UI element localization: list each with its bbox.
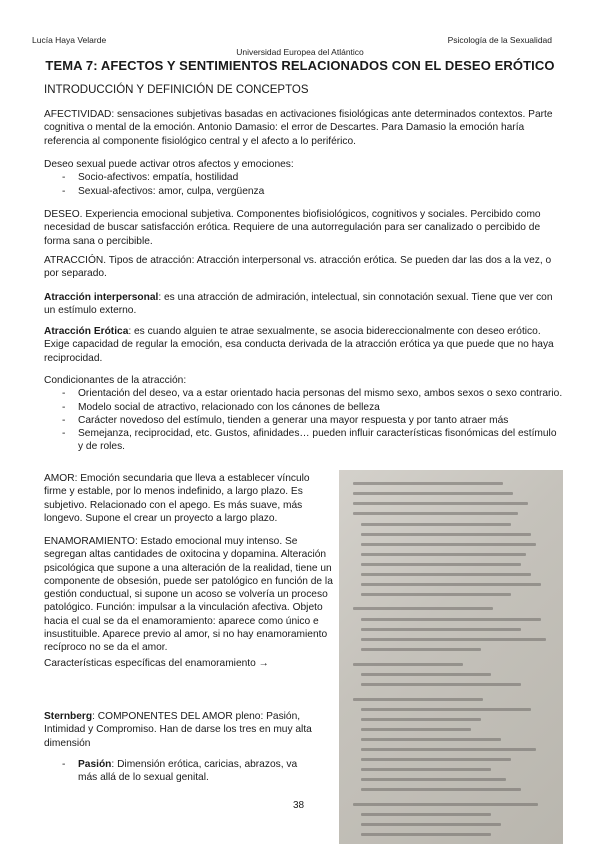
interpersonal-paragraph xyxy=(44,291,564,318)
interpersonal-desc: : es una atracción de admiración, intelectual, sin connotación sexual. Tiene que ver con un estímulo externo. xyxy=(44,292,553,317)
caracteristicas-text: Características específicas del enamoramiento → xyxy=(44,657,269,669)
page-title: TEMA 7: AFECTOS Y SENTIMIENTOS RELACIONADOS CON EL DESEO ERÓTICO xyxy=(45,58,555,73)
erotica-paragraph xyxy=(44,325,564,365)
condicionantes-block xyxy=(44,374,564,454)
erotica-desc: : es cuando alguien te atrae sexualmente, se asocia bidereccionalmente con deseo erótico. Exige capacidad de regular la emoción, esa conducta derivada de la atracción erótica ya que puede que no haya reciprocidad. xyxy=(44,326,554,364)
deseo-paragraph xyxy=(44,208,564,248)
sternberg-list xyxy=(44,758,334,785)
afectividad-text: AFECTIVIDAD: sensaciones subjetivas basadas en activaciones fisiológicas ante determinados contextos. Parte cognitiva o mental de la emoción. Antonio Damasio: el error de Descartes. Para Damasio la emoción haría referencia al componente fisiológico central y el afecto a lo periférico. xyxy=(44,109,553,147)
condicionantes-intro: Condicionantes de la atracción: xyxy=(44,375,187,386)
sternberg-paragraph xyxy=(44,710,334,784)
list-item xyxy=(44,758,334,785)
pasion-desc: : Dimensión erótica, caricias, abrazos, va más allá de lo sexual genital. xyxy=(78,758,298,784)
erotica-text xyxy=(44,325,564,365)
sternberg-text xyxy=(44,710,334,750)
list-item: - Semejanza, reciprocidad, etc. Gustos, afinidades… pueden influir características fisonómicas del estímulo y de roles. xyxy=(44,427,564,454)
section-subtitle: INTRODUCCIÓN Y DEFINICIÓN DE CONCEPTOS xyxy=(44,84,309,96)
enamoramiento-paragraph xyxy=(44,535,334,670)
atraccion-paragraph xyxy=(44,254,564,281)
list-item: - Orientación del deseo, va a estar orientado hacia personas del mismo sexo, ambos sexos o sexo contrario. xyxy=(44,387,564,400)
deseo-list xyxy=(44,171,564,198)
condicionantes-list xyxy=(44,387,564,453)
list-item: - Sexual-afectivos: amor, culpa, vergüenza xyxy=(44,185,564,198)
pasion-term: Pasión xyxy=(78,758,112,770)
amor-paragraph xyxy=(44,472,334,525)
book-page-photo xyxy=(339,470,563,844)
list-item: - Modelo social de atractivo, relacionado con los cánones de belleza xyxy=(44,401,564,414)
deseo-intro: Deseo sexual puede activar otros afectos y emociones: xyxy=(44,159,294,170)
header-course: Psicología de la Sexualidad xyxy=(447,35,552,45)
interpersonal-term: Atracción interpersonal xyxy=(44,292,159,303)
interpersonal-text xyxy=(44,291,564,318)
atraccion-text: ATRACCIÓN. Tipos de atracción: Atracción interpersonal vs. atracción erótica. Se pueden dar las dos a la vez, o por separado. xyxy=(44,255,552,280)
list-item: - Carácter novedoso del estímulo, tienden a generar una mayor respuesta y por tanto atraer más xyxy=(44,414,564,427)
header-author: Lucía Haya Velarde xyxy=(32,35,107,45)
sternberg-desc: : COMPONENTES DEL AMOR pleno: Pasión, Intimidad y Compromiso. Han de darse los tres en muy alta dimensión xyxy=(44,711,312,749)
deseo-definition: DESEO. Experiencia emocional subjetiva. Componentes biofisiológicos, cognitivos y sociales. Percibido como necesidad de buscar satisfacción erótica. Requiere de una autorregulación para ser canalizado o percibido de forma sana o percibible. xyxy=(44,209,541,247)
amor-text: AMOR: Emoción secundaria que lleva a establecer vínculo firme y estable, por lo menos indefinido, a largo plazo. Es subjetivo. Relacionado con el apego. Es más suave, más longevo. Supone el crear un proyecto a largo plazo. xyxy=(44,473,310,524)
list-item: - Socio-afectivos: empatía, hostilidad xyxy=(44,171,564,184)
deseo-emociones-block xyxy=(44,158,564,198)
header-university: Universidad Europea del Atlántico xyxy=(236,47,364,57)
enamoramiento-text: ENAMORAMIENTO: Estado emocional muy intenso. Se segregan altas cantidades de oxitocina y dopamina. Alteración psicológica que supone a una alteración de la realidad, tiene un componente de obsesión, puede ser patológico en función de la gestión conductual, si supone un acoso se volvería un proceso patológico. Función: impulsar a la vinculación afectiva. Objeto hacia el cual se da el enamoramiento: aparece como único e insustituible. Aparece previo al amor, si no hay enamoramiento recíproco no se da el amor. xyxy=(44,536,333,654)
sternberg-term: Sternberg xyxy=(44,711,93,722)
erotica-term: Atracción Erótica xyxy=(44,326,129,337)
page-number: 38 xyxy=(293,800,305,811)
afectividad-paragraph xyxy=(44,108,564,148)
